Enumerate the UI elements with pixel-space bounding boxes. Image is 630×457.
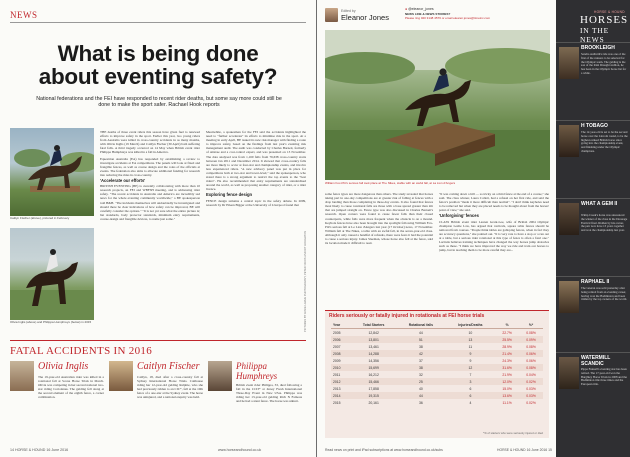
table-cell: 44 [418,330,423,335]
fatal-text-3: British event rider Philippa, 33, died following a fall in the CCI3* at Jersey Fresh International Three-Day Event in New USA. Philippa was riding her 13-year-old gelding Rich N Famous and he had a stunt fence. The horse was unhurt. [236,383,302,404]
table-cell: 40 [418,386,423,391]
table-cell: 11 [468,344,473,349]
table-header-cell: % [495,321,519,329]
table-row [331,385,543,392]
table-cell: 38 [418,344,423,349]
table-row [331,343,543,350]
sidebar-item-text: Wimp Creek's horse was announced the winner of the class in the Dressage Festival final. Ridden by his owner, the pair now have 13 years together and won the championship last year. [581,214,628,233]
table-cell: 0.04% [526,372,536,377]
sidebar-item-name: WATERMILL SCANDIC [581,355,611,367]
table-cell: 13.6% [502,393,512,398]
caption-olivia-philippa: Olivia Inglis (above) and Philippa Humphreys (below) in 2015 [10,320,92,324]
table-cell: 13,801 [368,337,379,342]
horse-jumping-illustration [10,128,94,216]
sidebar-item [556,276,630,352]
sidebar-item-text: The veteran was sold yesterday after being retired from an eventing career, having won the Badminton and been ridden by the top owners of the world. [581,287,627,302]
table-header-cell: Injuries/Deaths [446,321,496,329]
table-cell: 6 [469,386,472,391]
table-cell: 0.03% [526,393,536,398]
photo-caitlyn-fischer [10,128,94,216]
portrait-olivia [10,361,34,391]
table-cell: 19,315 [368,393,379,398]
table-cell: 3 [469,379,472,384]
email-label: NEWS LINE & NEWS STORIES? [405,12,451,16]
caption-caitlyn: Caitlyn Fischer (above), pictured in February [10,216,70,220]
right-col2-text: "It was coming down a hill — so tricky on a third fence at the end of a course," she said. The class winner, Laura Collett, had a refusal on her first ride, and said the fence's position "made it more difficult than normal". "I don't think keyholes need to be removed but when they are placed needs to be thought about from the horses' point of view," she said. [439,192,549,213]
table-cell: 0.06% [526,351,536,356]
table-cell: 2006 [333,337,341,342]
sidebar-item-name: RAPHAEL II [581,279,610,285]
table-cell: 14,288 [368,351,379,356]
table-cell: 0.02% [526,400,536,405]
footer-url-left: www.horseandhound.co.uk [218,448,262,452]
table-cell: 31.6% [502,365,512,370]
table-cell: 12.0% [502,379,512,384]
horse-thumbnail [559,47,579,79]
editor-avatar [325,8,338,22]
table-cell: 22.7% [502,330,512,335]
horse-rider-illustration [10,228,94,320]
sidebar-item-text: Sandra Auffarth's ride was one of the first of the runners to be selected for the Olympic team. The gelding is the son of the Irish Draught stallion, he has been in the Olympic horse list for a while. [581,53,627,75]
horse-thumbnail [559,281,579,313]
headline-line-2: about eventing safety? [38,64,278,89]
horse-thumbnail [559,357,579,389]
table-cell: 24.3% [502,358,512,363]
fatal-name-2: Caitlyn Fischer [137,361,200,372]
table-row [331,371,543,378]
table-row [331,399,543,406]
footer-right: HORSE & HOUND 16 June 2016 15 [497,448,552,452]
table-cell: 0.06% [526,358,536,363]
right-column-2 [439,192,549,307]
sidebar-item-name: WHAT A GEM II [581,201,618,207]
fatal-text-1: The 19-year-old Australian rider was killed in a rotational fall at Scone Horse Trials in March. Olivia was competing in her second national two-star riding Coriolanus. The gelding fell along at the second element of the eighth fence, a corner combination. [38,375,104,400]
table-cell: 15,699 [368,365,379,370]
twitter-text[interactable]: @eleanor_jones [408,7,434,11]
sidebar-item-text: The 12-year-old is set to be the second horse over the Lincoln round, to be the highest-ranked British horse since going into the championship event, and finishing under the Olympic champions. [581,131,628,153]
photo-credit: PICTURES BY ANNIE LARUE PHOTOGRAPHY, PETER NIXON AND KIT HOUGHTON [304,230,307,332]
table-cell: 13,461 [368,344,379,349]
portrait-caitlyn [109,361,133,391]
table-cell: 0.08% [526,344,536,349]
twitter-icon: ● [405,7,408,11]
sidebar-kicker: HORSE & HOUND [594,10,625,14]
fence-fall-illustration [325,30,550,180]
table-header-cell: %* [519,321,543,329]
fatal-name-1: Olivia Inglis [38,361,89,372]
table-cell: 2013 [333,386,341,391]
twitter-handle [405,7,434,11]
table-cell: 36 [418,400,423,405]
table-cell: 42 [418,351,423,356]
table-row [331,357,543,364]
fatal-accidents-box [10,340,306,444]
table-cell: 2008 [333,351,341,356]
contact-line: Please ring 020 3148 4576 or email eleanor.jones@timeinc.com [405,16,491,20]
subhead-fence-design: Exploring fence design [206,192,253,198]
horses-in-news-sidebar [556,0,630,457]
sidebar-item-name: H TOBAGO [581,123,608,129]
right-col2b-text: CLASS British event rider Lauren Grant-Lee, wife of British 2004 Olympic champion Leslie Law, has argued that verticals, square table fences should be removed from courses. "People think tables are galloping fences, when in fact they are accuracy questions," she pointed out. "It is very rare to have a stop or a run out at a table, but a serious rider rotational at this type of fence is often a fatal one." Lucinda believes training techniques have changed the way horses jump obstacles such as these. "I think we have improved the way we ride and train our horses to jump, but in teaching them to be more careful they are... [439,219,549,253]
headline-line-1: What is being done [57,41,259,66]
table-cell: 32 [418,372,423,377]
table-row [331,378,543,385]
sidebar-item [556,120,630,198]
table-row [331,350,543,357]
body-intro: THE deaths of three event riders this season have given fuel to renewed efforts to improve safety in the sport. Earlier this year, two young riders from Australia were killed in cross-country accidents in as many months, with Olivia Inglis (19 March) and Caitlyn Fischer (30 April) both suffering fatal falls. A third tragedy occurred on 14 May when British event rider Philippa Humphreys was killed in a fall in America. [100,130,200,155]
table-cell: 28.9% [502,344,512,349]
standfirst: National federations and the FEI have responded to recent rider deaths, but some say more could still be done to make the sport safer. Rachael Hook reports [36,96,282,109]
sidebar-item-name: BROOKLEIGH [581,45,615,51]
table-cell: 12 [468,365,473,370]
table-cell: 2011 [333,372,341,377]
fatal-name-3: Philippa Humphreys [236,361,278,381]
table-cell: 0.08% [526,330,536,335]
sidebar-item [556,352,630,430]
table-cell: 20,161 [368,400,379,405]
table-cell: 13 [468,337,473,342]
table-row [331,329,543,337]
body-column-2 [206,130,306,335]
table-cell: 44 [418,393,423,398]
table-cell: 2005 [333,330,341,335]
table-header-cell: Rotational falls [396,321,446,329]
table-cell: 38 [418,365,423,370]
table-cell: 2010 [333,365,341,370]
body-col2: Meanwhile, a spokesman for the FEI said the accidents highlighted the need to "further accelerate" its efforts to minimise risk in the sport. At a meeting in early April, BE tasked its new risk manager with finding a route to improve safety, based on the findings from last year's eventing risk management audit. The audit was conducted by Charles Barnett, formerly of Aintree and a cost-control expert, and was presented on 13 November. The data analysed was from 1,160 falls from 76,638 cross-country starts between Jan 2011 and December 2014. It showed that cross-country falls are more likely to occur at four-star and championship events, and involve less experienced riders. "A new advisory panel was put in place for competitions both at two-star and lower-level," said the spokesperson, who stated there is a strong argument to restrict the top events to the "best riders". He also recommended that entry requirements are standardised around the world, as well as proposing another category of rider, or a rider licence. [206,130,306,192]
table-row [331,336,543,343]
table-cell: 4 [469,400,472,405]
photo-olivia-inglis [10,228,94,320]
table-header-row [331,321,543,329]
sidebar-item [556,198,630,276]
table-cell: 6 [469,393,472,398]
table-cell: 2012 [333,379,341,384]
sidebar-item-text: Pippa Funnell's eventing star has been retired. The 17-year-old won the Burghley Horse Trials in 2008 and the Badminton title three times and the European title. [581,368,627,387]
table-cell: 12,842 [368,330,379,335]
table-note: *% of starters who were seriously injured or died [483,431,543,435]
table-cell: 25.5% [502,337,512,342]
headline [0,42,316,88]
table-cell: 0.09% [526,337,536,342]
right-column-1: some fence types are more dangerous than others. The study revealed that horses taking part in one-day competitions are at greater risk of falling at fences with a drop landing than those completing in three-day events. It also found that fences most likely to cause rotational falls are those with a base spread greater than 2m that are jumped straight on. Fence type was also discussed in Charles Barnett's research. Open corners were found to cause fewer falls than their closed counterparts, while falls were more frequent when the obstacle is on a mound. Keyhole fences have also been brought into the spotlight following William Fox-Pitt's serious fall at Le Lion d'Angers last year (17 October) news, 17 November. William fell at The Nikes, a table with an awful fall, in the seven-year-old class. Although it only caused a handful of refusals, there were fears it had the potential to cause a serious injury. James Sleeman, whose horse also fell at the fence, said its location made it difficult to read. [325,192,433,246]
table-cell: 2007 [333,344,341,349]
section-rule [10,22,306,23]
table-body [331,329,543,407]
portrait-philippa [208,361,232,391]
byline-name: Eleanor Jones [341,13,389,22]
table-title: Riders seriously or fatally injured in rotationals at FEI horse trials [329,313,485,319]
horse-thumbnail [559,125,579,157]
table-cell: 2009 [333,358,341,363]
injury-table [331,321,543,406]
table-cell: 2014 [333,393,341,398]
table-cell: 37 [418,358,423,363]
table-cell: 17,858 [368,386,379,391]
fatal-heading: FATAL ACCIDENTS IN 2016 [10,345,152,357]
fatal-text-2: Caitlyn, 18, died after a cross-country fall at Sydney International Horse Trials. Caithouse riding her 12-year-old gelding Ralphie, who she had previously ridden to an CIC*, fell at the 10th fence of a one-star at the Sydney event. The horse was uninjured, and a national enquiry was held. [137,375,203,400]
sidebar-title-2: IN THE NEWS [580,26,610,44]
table-cell: 21.9% [502,372,512,377]
table-cell: 25 [418,379,423,384]
table-cell: 15,466 [368,379,379,384]
table-cell: 7 [469,372,472,377]
table-cell: 9 [469,351,472,356]
body-col1b: Equestrian Australia (EA) has responded by establishing a review to investigate accidents at EA competitions. The panels will look at fixed and frangible fences, as well as course design and the roles of the officials at events. The federation also aims to allocate additional funding for research into reducing the risks in cross-country. [100,156,200,177]
footer-left: 14 HORSE & HOUND 16 June 2016 [10,448,69,452]
table-header-cell: Year [331,321,351,329]
table-cell: 21.4% [502,351,512,356]
subhead-unforgiving: 'Unforgiving' fences [439,213,479,219]
footer-left-right: Read news on print and iPad subscriptions at www.horseandhound.co.uk/subs [325,448,443,452]
table-cell: 9 [469,358,472,363]
sidebar-item [556,42,630,120]
table-cell: 0.02% [526,379,536,384]
table-cell: 51 [418,337,423,342]
photo-william-fox-pitt [325,30,550,180]
main-photo-caption: William Fox-Pitt's serious fall took place at The Nikes, stable with an awful fall, at La Lion d'Angers [325,181,456,185]
table-cell: 15.0% [502,386,512,391]
table-cell: 0.08% [526,365,536,370]
subhead-accelerate: 'Accelerate our efforts' [100,178,146,184]
table-header-cell: Total Starters [351,321,396,329]
body-column-1 [100,130,200,335]
table-row [331,364,543,371]
body-col1c: BRITISH EVENTING (BE) is currently collaborating with more than 10 research projects, an FEI and WBFSH meeting, and is addressing rider safety. "The recent accidents in Australia and America are incredibly sad news for the whole eventing community worldwide," a BE spokesperson told H&H. "The incidents themselves will undoubtedly be investigated and should there be clear indications of how safety can be improved, BE will carefully consider the options." "It is not yet sure what the entire picture is; but standards, body protector standards, minimum entry requirements, course-design and frangible devices, to name just some." [100,184,200,221]
right-page [317,0,630,457]
body-col2b: FENCE design remains a central topic in the safety debate. In 2009, research by Dr Eileen Bigger at the University of Liverpool found that [206,198,306,207]
table-cell: 11.1% [502,400,512,405]
table-cell: 10 [468,330,473,335]
injury-table-box [325,310,549,438]
horse-thumbnail [559,203,579,235]
table-cell: 14,356 [368,358,379,363]
section-label: NEWS [10,10,38,20]
byline-edited: Edited by [341,9,356,13]
table-cell: 0.03% [526,386,536,391]
sidebar-title-1: HORSES [580,14,629,26]
table-cell: 16,212 [368,372,379,377]
table-row [331,392,543,399]
table-cell: 2015 [333,400,341,405]
